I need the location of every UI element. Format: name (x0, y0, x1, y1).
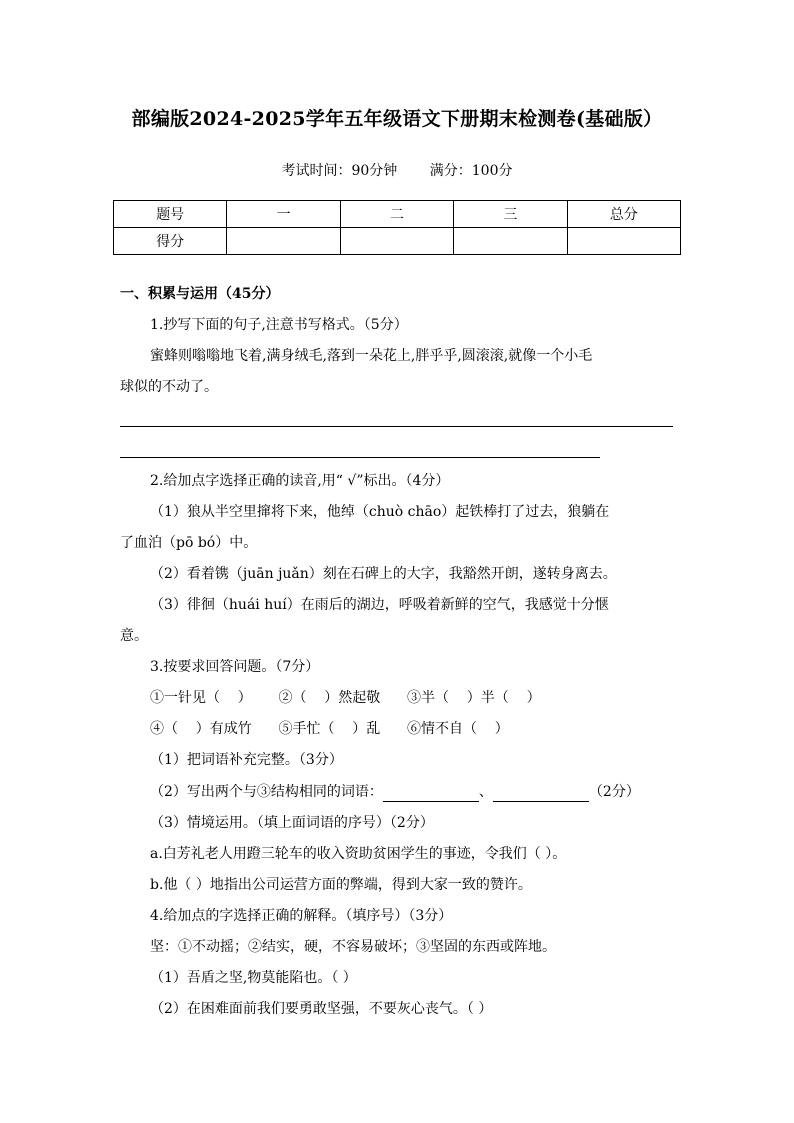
question-3-words-row-1: ①一针见（ ） ②（ ）然起敬 ③半（ ）半（ ） (150, 690, 541, 706)
score-cell[interactable] (567, 228, 680, 255)
question-3-sub-2-text: （2）写出两个与③结构相同的词语： (150, 784, 383, 800)
exam-full-score: 满分：100分 (429, 163, 513, 179)
question-3-sub-1: （1）把词语补充完整。（3分） (150, 752, 343, 768)
exam-time: 考试时间：90分钟 (281, 163, 398, 179)
blank-separator: 、 (478, 784, 493, 800)
score-cell[interactable] (340, 228, 453, 255)
score-header-cell: 题号 (114, 201, 227, 228)
question-4-prompt: 4.给加点的字选择正确的解释。（填序号）（3分） (150, 908, 453, 924)
exam-title: 部编版2024-2025学年五年级语文下册期末检测卷(基础版） (131, 108, 663, 130)
question-4-item-2: （2）在困难面前我们要勇敢坚强，不要灰心丧气。（ ） (150, 1001, 493, 1017)
score-table-score-row (114, 228, 681, 255)
score-cell[interactable] (454, 228, 567, 255)
score-header-cell: 一 (227, 201, 340, 228)
question-2-prompt: 2.给加点字选择正确的读音,用“ √”标出。（4分） (150, 473, 450, 489)
answer-blank[interactable] (493, 787, 589, 802)
score-table-header-row (114, 201, 681, 228)
question-4-definitions: 坚：①不动摇；②结实，硬，不容易破坏；③坚固的东西或阵地。 (150, 939, 556, 955)
question-2-item-3-cont: 意。 (120, 628, 148, 644)
answer-line-1[interactable] (120, 426, 673, 427)
question-2-item-1-cont: 了血泊（pō bó）中。 (120, 535, 258, 551)
question-3-words-row-2: ④（ ）有成竹 ⑤手忙（ ）乱 ⑥情不自（ ） (150, 721, 509, 737)
question-4-item-1: （1）吾盾之坚,物莫能陷也。（ ） (150, 970, 357, 986)
question-2-item-3: （3）徘徊（huái huí）在雨后的湖边，呼吸着新鲜的空气，我感觉十分惬 (150, 597, 609, 613)
exam-info (0, 160, 794, 180)
score-header-cell: 总分 (567, 201, 680, 228)
question-2-item-2: （2）看着镌（juān juǎn）刻在石碑上的大字，我豁然开朗，遂转身离去。 (150, 566, 617, 582)
score-header-cell: 三 (454, 201, 567, 228)
question-2-item-1: （1）狼从半空里撺将下来，他绰（chuò chāo）起铁棒打了过去，狼躺在 (150, 504, 610, 520)
question-3-sub-3: （3）情境运用。（填上面词语的序号）（2分） (150, 815, 434, 831)
question-1-text-cont: 球似的不动了。 (120, 379, 218, 395)
score-row-label: 得分 (114, 228, 227, 255)
question-3-sub-2-score: （2分） (588, 784, 640, 800)
answer-line-2[interactable] (120, 457, 600, 458)
question-1-prompt: 1.抄写下面的句子,注意书写格式。（5分） (150, 317, 408, 333)
score-cell[interactable] (227, 228, 340, 255)
score-header-cell: 二 (340, 201, 453, 228)
section-heading: 一、积累与运用（45分） (120, 286, 280, 302)
question-3-item-b: b.他（ ）地指出公司运营方面的弊端，得到大家一致的赞许。 (150, 877, 532, 893)
score-table (113, 200, 681, 255)
answer-blank[interactable] (383, 787, 479, 802)
question-3-sub-2 (150, 782, 640, 802)
question-1-text: 蜜蜂则嗡嗡地飞着,满身绒毛,落到一朵花上,胖乎乎,圆滚滚,就像一个小毛 (150, 348, 593, 364)
question-3-prompt: 3.按要求回答问题。（7分） (150, 659, 320, 675)
question-3-item-a: a.白芳礼老人用蹬三轮车的收入资助贫困学生的事迹，令我们（ ）。 (150, 846, 567, 862)
